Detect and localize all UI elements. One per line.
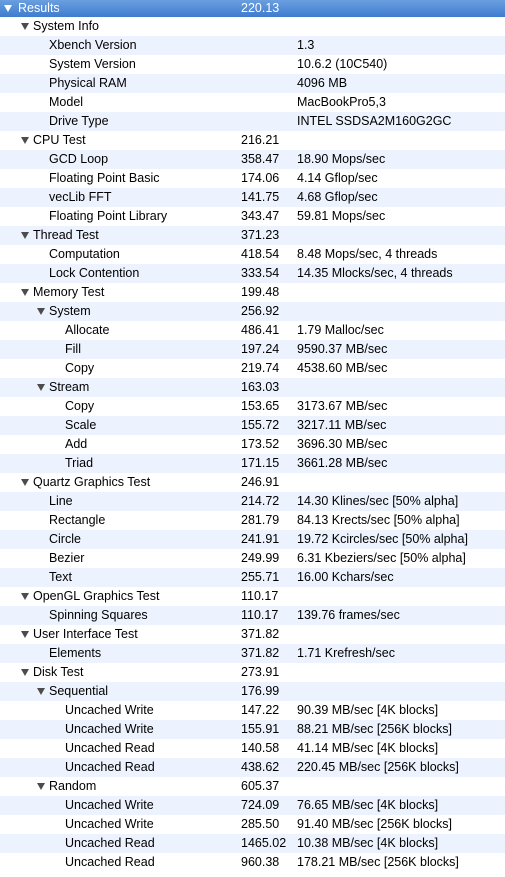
row-label: Uncached Write [65, 722, 154, 736]
outline-row[interactable] [0, 568, 505, 587]
disclosure-triangle-icon[interactable] [21, 232, 29, 239]
row-detail: 10.6.2 (10C540) [297, 57, 388, 71]
row-detail: 4.68 Gflop/sec [297, 190, 378, 204]
row-detail: 88.21 MB/sec [256K blocks] [297, 722, 452, 736]
outline-row[interactable] [0, 758, 505, 777]
row-score: 249.99 [241, 551, 280, 565]
row-detail: 1.79 Malloc/sec [297, 323, 384, 337]
outline-row[interactable] [0, 264, 505, 283]
outline-row[interactable] [0, 739, 505, 758]
outline-row[interactable] [0, 853, 505, 872]
outline-row[interactable] [0, 169, 505, 188]
row-label: Scale [65, 418, 97, 432]
row-label: Disk Test [33, 665, 84, 679]
disclosure-triangle-icon[interactable] [21, 479, 29, 486]
row-score: 174.06 [241, 171, 280, 185]
outline-row[interactable] [0, 625, 505, 644]
row-label: Memory Test [33, 285, 105, 299]
outline-row[interactable] [0, 454, 505, 473]
disclosure-triangle-icon[interactable] [21, 631, 29, 638]
row-score: 358.47 [241, 152, 280, 166]
disclosure-triangle-icon[interactable] [21, 669, 29, 676]
row-detail: 1.3 [297, 38, 315, 52]
row-detail: MacBookPro5,3 [297, 95, 386, 109]
row-score: 371.82 [241, 646, 280, 660]
outline-row[interactable] [0, 435, 505, 454]
disclosure-triangle-icon[interactable] [21, 593, 29, 600]
row-score: 216.21 [241, 133, 280, 147]
outline-row[interactable] [0, 682, 505, 701]
row-score: 343.47 [241, 209, 280, 223]
row-label: vecLib FFT [49, 190, 112, 204]
row-score: 256.92 [241, 304, 280, 318]
row-detail: 139.76 frames/sec [297, 608, 400, 622]
row-label: Add [65, 437, 88, 451]
outline-row[interactable] [0, 587, 505, 606]
row-label: Uncached Read [65, 760, 155, 774]
outline-row[interactable] [0, 378, 505, 397]
outline-row[interactable] [0, 530, 505, 549]
outline-row[interactable] [0, 302, 505, 321]
outline-row[interactable] [0, 112, 505, 131]
outline-row[interactable] [0, 17, 505, 36]
outline-row[interactable] [0, 55, 505, 74]
row-detail: 1.71 Krefresh/sec [297, 646, 395, 660]
row-label: Drive Type [49, 114, 109, 128]
row-label: Stream [49, 380, 90, 394]
outline-row[interactable] [0, 150, 505, 169]
row-score: 285.50 [241, 817, 280, 831]
row-score: 147.22 [241, 703, 280, 717]
disclosure-triangle-icon[interactable] [37, 688, 45, 695]
outline-row[interactable] [0, 226, 505, 245]
row-score: 110.17 [241, 608, 279, 622]
row-score: 173.52 [241, 437, 280, 451]
row-label: Sequential [49, 684, 109, 698]
outline-row[interactable] [0, 492, 505, 511]
row-score: 110.17 [241, 589, 279, 603]
row-detail: 3173.67 MB/sec [297, 399, 388, 413]
row-detail: INTEL SSDSA2M160G2GC [297, 114, 452, 128]
row-label: OpenGL Graphics Test [33, 589, 160, 603]
outline-row[interactable] [0, 644, 505, 663]
row-score: 241.91 [241, 532, 280, 546]
row-detail: 4538.60 MB/sec [297, 361, 388, 375]
row-label: Uncached Read [65, 836, 155, 850]
row-label: GCD Loop [49, 152, 109, 166]
row-label: Random [49, 779, 97, 793]
outline-row[interactable] [0, 701, 505, 720]
row-label: Floating Point Library [49, 209, 168, 223]
row-score: 219.74 [241, 361, 280, 375]
outline-row[interactable] [0, 188, 505, 207]
row-detail: 91.40 MB/sec [256K blocks] [297, 817, 452, 831]
row-score: 1465.02 [241, 836, 287, 850]
row-score: 960.38 [241, 855, 280, 869]
row-score: 255.71 [241, 570, 280, 584]
row-label: System [49, 304, 91, 318]
row-label: Thread Test [33, 228, 99, 242]
row-detail: 84.13 Krects/sec [50% alpha] [297, 513, 460, 527]
row-label: Computation [49, 247, 120, 261]
disclosure-triangle-icon[interactable] [21, 23, 29, 30]
outline-row[interactable] [0, 416, 505, 435]
row-detail: 16.00 Kchars/sec [297, 570, 394, 584]
outline-row[interactable] [0, 321, 505, 340]
outline-row[interactable] [0, 359, 505, 378]
row-score: 155.72 [241, 418, 280, 432]
row-detail: 18.90 Mops/sec [297, 152, 386, 166]
row-label: System Info [33, 19, 99, 33]
outline-row[interactable] [0, 0, 505, 17]
row-label: Quartz Graphics Test [33, 475, 151, 489]
disclosure-triangle-icon[interactable] [37, 308, 45, 315]
row-score: 724.09 [241, 798, 280, 812]
row-label: Uncached Read [65, 741, 155, 755]
outline-row[interactable] [0, 245, 505, 264]
outline-row[interactable] [0, 131, 505, 150]
outline-row[interactable] [0, 796, 505, 815]
row-detail: 4.14 Gflop/sec [297, 171, 378, 185]
row-detail: 3217.11 MB/sec [297, 418, 387, 432]
row-detail: 178.21 MB/sec [256K blocks] [297, 855, 459, 869]
row-score: 371.23 [241, 228, 280, 242]
row-detail: 76.65 MB/sec [4K blocks] [297, 798, 439, 812]
disclosure-triangle-icon[interactable] [21, 137, 29, 144]
outline-row[interactable] [0, 815, 505, 834]
row-label: Allocate [65, 323, 110, 337]
row-label: Uncached Write [65, 798, 154, 812]
row-score: 220.13 [241, 1, 280, 15]
row-detail: 6.31 Kbeziers/sec [50% alpha] [297, 551, 466, 565]
row-label: Lock Contention [49, 266, 140, 280]
outline-row[interactable] [0, 606, 505, 625]
row-score: 605.37 [241, 779, 280, 793]
row-detail: 220.45 MB/sec [256K blocks] [297, 760, 459, 774]
row-label: User Interface Test [33, 627, 138, 641]
row-score: 153.65 [241, 399, 280, 413]
outline-row[interactable] [0, 663, 505, 682]
row-label: Bezier [49, 551, 85, 565]
row-score: 486.41 [241, 323, 280, 337]
row-score: 273.91 [241, 665, 280, 679]
row-label: CPU Test [33, 133, 86, 147]
row-score: 163.03 [241, 380, 280, 394]
row-score: 141.75 [241, 190, 280, 204]
row-label: Text [49, 570, 72, 584]
row-label: Copy [65, 361, 95, 375]
row-label: Uncached Write [65, 817, 154, 831]
row-score: 246.91 [241, 475, 280, 489]
outline-row[interactable] [0, 397, 505, 416]
disclosure-triangle-icon[interactable] [4, 5, 12, 12]
row-label: Xbench Version [49, 38, 137, 52]
row-detail: 90.39 MB/sec [4K blocks] [297, 703, 439, 717]
row-label: Fill [65, 342, 81, 356]
row-label: Line [49, 494, 73, 508]
outline-row[interactable] [0, 74, 505, 93]
row-score: 199.48 [241, 285, 280, 299]
outline-row[interactable] [0, 549, 505, 568]
disclosure-triangle-icon[interactable] [37, 384, 45, 391]
row-detail: 14.30 Klines/sec [50% alpha] [297, 494, 459, 508]
disclosure-triangle-icon[interactable] [37, 783, 45, 790]
outline-row[interactable] [0, 93, 505, 112]
row-score: 155.91 [241, 722, 280, 736]
row-score: 418.54 [241, 247, 280, 261]
row-label: Triad [65, 456, 94, 470]
row-detail: 4096 MB [297, 76, 348, 90]
outline-row[interactable] [0, 473, 505, 492]
row-label: Rectangle [49, 513, 106, 527]
row-label: Elements [49, 646, 102, 660]
row-label: Uncached Write [65, 703, 154, 717]
row-score: 281.79 [241, 513, 280, 527]
row-score: 176.99 [241, 684, 280, 698]
row-score: 438.62 [241, 760, 280, 774]
row-label: Circle [49, 532, 81, 546]
row-label: Results [18, 1, 60, 15]
row-label: Uncached Read [65, 855, 155, 869]
row-label: Spinning Squares [49, 608, 148, 622]
row-detail: 41.14 MB/sec [4K blocks] [297, 741, 439, 755]
row-score: 214.72 [241, 494, 280, 508]
disclosure-triangle-icon[interactable] [21, 289, 29, 296]
outline-row[interactable] [0, 777, 505, 796]
outline-row[interactable] [0, 834, 505, 853]
outline-row[interactable] [0, 207, 505, 226]
row-detail: 3661.28 MB/sec [297, 456, 388, 470]
row-detail: 8.48 Mops/sec, 4 threads [297, 247, 438, 261]
row-detail: 10.38 MB/sec [4K blocks] [297, 836, 439, 850]
row-label: System Version [49, 57, 136, 71]
row-detail: 59.81 Mops/sec [297, 209, 386, 223]
row-detail: 19.72 Kcircles/sec [50% alpha] [297, 532, 468, 546]
row-score: 140.58 [241, 741, 280, 755]
row-label: Copy [65, 399, 95, 413]
row-label: Physical RAM [49, 76, 127, 90]
row-score: 333.54 [241, 266, 280, 280]
row-detail: 14.35 Mlocks/sec, 4 threads [297, 266, 453, 280]
outline-row[interactable] [0, 340, 505, 359]
row-score: 171.15 [241, 456, 280, 470]
row-detail: 9590.37 MB/sec [297, 342, 388, 356]
outline-row[interactable] [0, 511, 505, 530]
outline-row[interactable] [0, 720, 505, 739]
row-label: Model [49, 95, 84, 109]
outline-row[interactable] [0, 36, 505, 55]
row-label: Floating Point Basic [49, 171, 160, 185]
outline-row[interactable] [0, 283, 505, 302]
row-score: 371.82 [241, 627, 280, 641]
row-detail: 3696.30 MB/sec [297, 437, 388, 451]
row-score: 197.24 [241, 342, 280, 356]
